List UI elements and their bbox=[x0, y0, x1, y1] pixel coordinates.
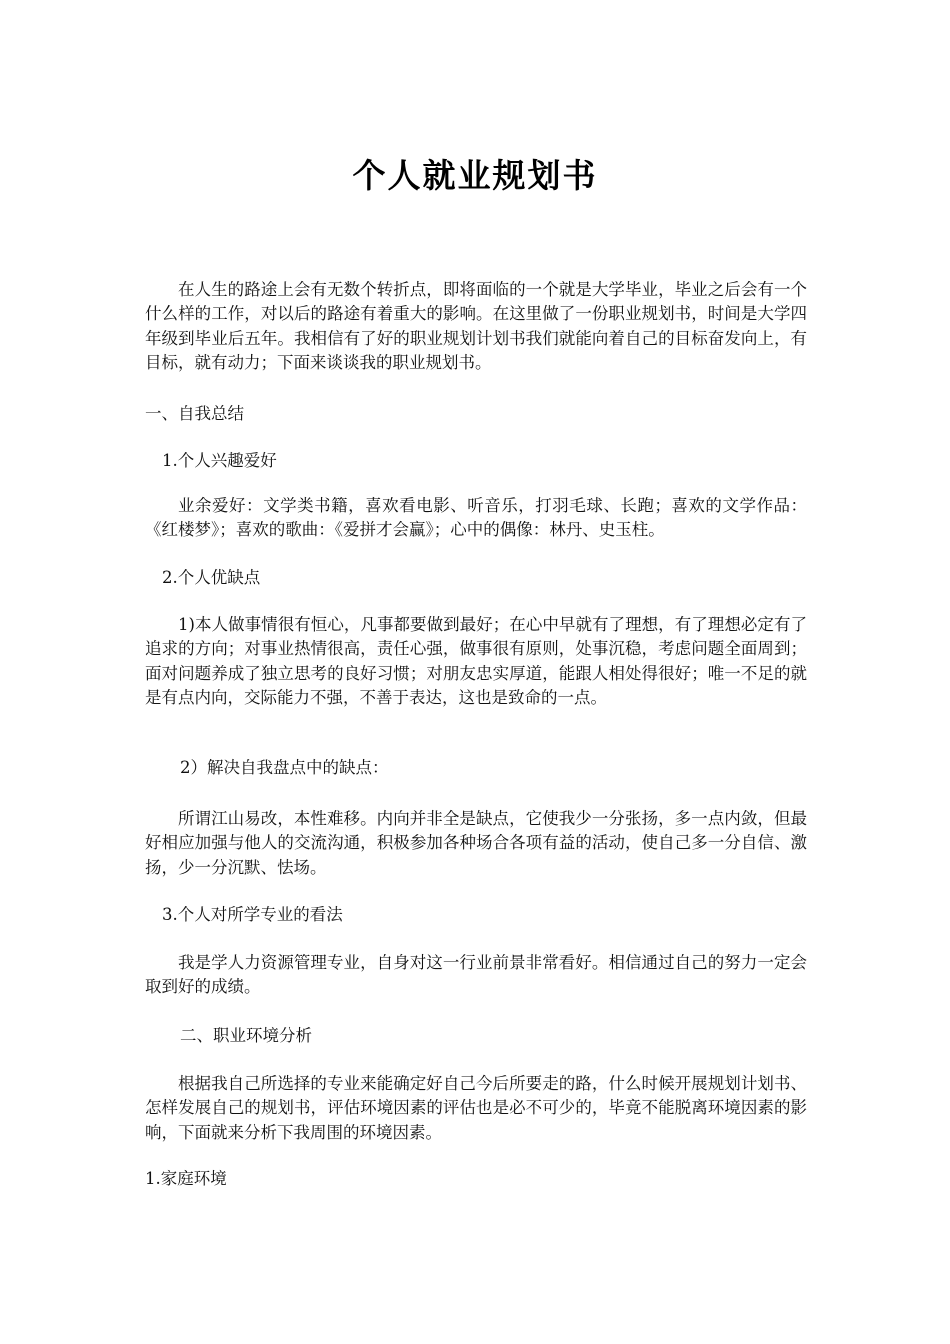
subheading-resolve-weaknesses: 2）解决自我盘点中的缺点： bbox=[180, 758, 389, 777]
environment-paragraph: 根据我自己所选择的专业来能确定好自己今后所要走的路，什么时候开展规划计划书、怎样发展自己的规划书，评估环境因素的评估也是必不可少的，毕竟不能脱离环境因素的影响，下面就来分析下我周围的环境因素。 bbox=[145, 1074, 807, 1142]
resolve-weaknesses-paragraph: 所谓江山易改，本性难移。内向并非全是缺点，它使我少一分张扬，多一点内敛，但最好相应加强与他人的交流沟通，积极参加各种场合各项有益的活动，使自己多一分自信、激扬，少一分沉默、怯场。 bbox=[145, 809, 807, 877]
document-title: 个人就业规划书 bbox=[352, 156, 598, 195]
strengths-paragraph: 1)本人做事情很有恒心，凡事都要做到最好；在心中早就有了理想，有了理想必定有了追求的方向；对事业热情很高，责任心强，做事很有原则，处事沉稳，考虑问题全面周到；面对问题养成了独立思考的良好习惯；对朋友忠实厚道，能跟人相处得很好；唯一不足的就是有点内向，交际能力不强，不善于表达，这也是致命的一点。 bbox=[145, 615, 807, 707]
subheading-interests: 1.个人兴趣爱好 bbox=[162, 451, 277, 470]
intro-paragraph: 在人生的路途上会有无数个转折点，即将面临的一个就是大学毕业，毕业之后会有一个什么样的工作，对以后的路途有着重大的影响。在这里做了一份职业规划书，时间是大学四年级到毕业后五年。我相信有了好的职业规划计划书我们就能向着自己的目标奋发向上，有目标，就有动力；下面来谈谈我的职业规划书。 bbox=[145, 280, 807, 372]
interests-paragraph: 业余爱好：文学类书籍，喜欢看电影、听音乐，打羽毛球、长跑；喜欢的文学作品：《红楼梦》；喜欢的歌曲：《爱拼才会赢》；心中的偶像：林丹、史玉柱。 bbox=[145, 496, 807, 540]
subheading-strengths-weaknesses: 2.个人优缺点 bbox=[162, 568, 261, 587]
section-heading-self-summary: 一、自我总结 bbox=[145, 404, 244, 423]
subheading-family-environment: 1.家庭环境 bbox=[145, 1169, 227, 1188]
section-heading-environment: 二、职业环境分析 bbox=[180, 1026, 312, 1045]
subheading-major-view: 3.个人对所学专业的看法 bbox=[162, 905, 343, 924]
major-view-paragraph: 我是学人力资源管理专业，自身对这一行业前景非常看好。相信通过自己的努力一定会取到好的成绩。 bbox=[145, 953, 807, 997]
